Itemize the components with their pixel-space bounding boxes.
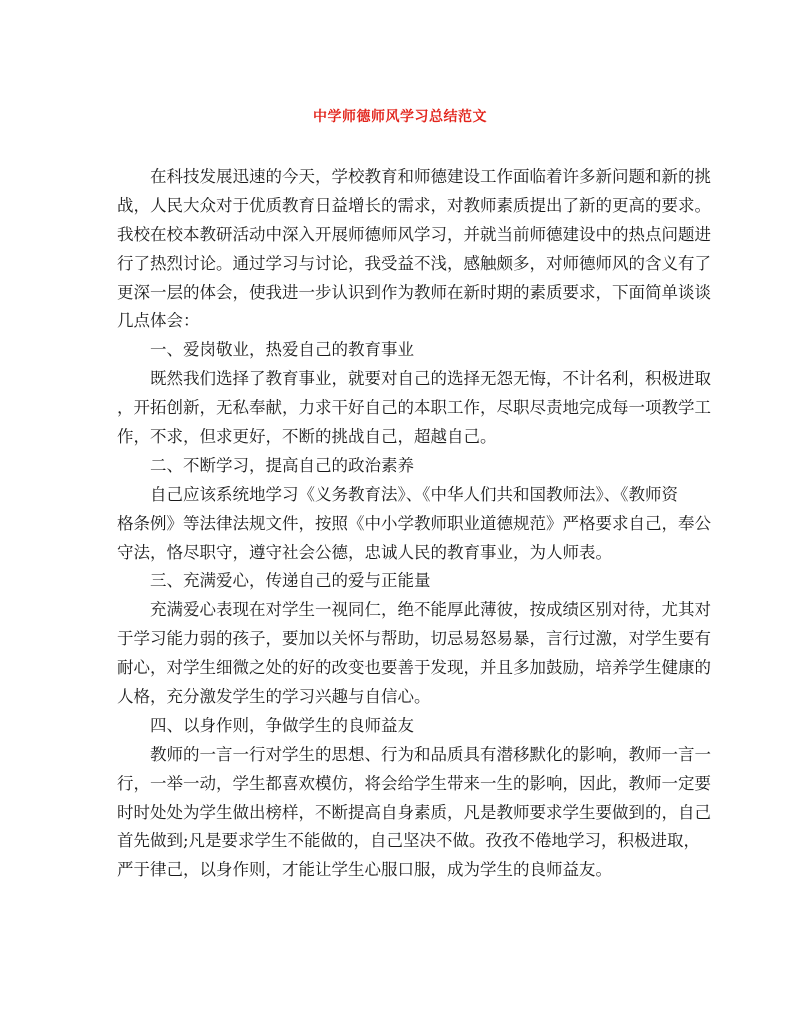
paragraph-line: 时时处处为学生做出榜样，不断提高自身素质，凡是教师要求学生要做到的，自己 bbox=[117, 802, 711, 822]
paragraph-line: 于学习能力弱的孩子，要加以关怀与帮助，切忌易怒易暴，言行过激，对学生要有 bbox=[117, 629, 711, 649]
paragraph-line: 严于律己，以身作则，才能让学生心服口服，成为学生的良师益友。 bbox=[117, 860, 612, 880]
section-heading: 三、充满爱心，传递自己的爱与正能量 bbox=[150, 571, 431, 591]
paragraph-line: 作，不求，但求更好，不断的挑战自己，超越自己。 bbox=[117, 427, 497, 447]
paragraph-line: 我校在校本教研活动中深入开展师德师风学习，并就当前师德建设中的热点问题进 bbox=[117, 224, 711, 244]
paragraph-line: 首先做到;凡是要求学生不能做的，自己坚决不做。孜孜不倦地学习，积极进取， bbox=[117, 831, 701, 851]
paragraph-line: 人格，充分激发学生的学习兴趣与自信心。 bbox=[117, 687, 431, 707]
paragraph-line: ，开拓创新，无私奉献，力求干好自己的本职工作，尽职尽责地完成每一项教学工 bbox=[117, 398, 711, 418]
paragraph-line: 在科技发展迅速的今天，学校教育和师德建设工作面临着许多新问题和新的挑 bbox=[150, 167, 711, 186]
section-heading: 一、爱岗敬业，热爱自己的教育事业 bbox=[150, 340, 414, 360]
document-title: 中学师德师风学习总结范文 bbox=[313, 109, 487, 125]
paragraph-line: 守法，恪尽职守，遵守社会公德，忠诚人民的教育事业，为人师表。 bbox=[117, 542, 612, 562]
paragraph-line: 更深一层的体会，使我进一步认识到作为教师在新时期的素质要求，下面简单谈谈 bbox=[117, 282, 711, 302]
section-heading: 二、不断学习，提高自己的政治素养 bbox=[150, 455, 414, 475]
paragraph-line: 行，一举一动，学生都喜欢模仿，将会给学生带来一生的影响，因此，教师一定要 bbox=[117, 773, 711, 793]
paragraph-line: 战，人民大众对于优质教育日益增长的需求，对教师素质提出了新的更高的要求。 bbox=[117, 195, 711, 215]
paragraph-line: 行了热烈讨论。通过学习与讨论，我受益不浅，感触颇多，对师德师风的含义有了 bbox=[117, 253, 711, 273]
paragraph-line: 格条例》等法律法规文件，按照《中小学教师职业道德规范》严格要求自己，奉公 bbox=[117, 513, 711, 533]
paragraph-line: 几点体会： bbox=[117, 311, 200, 331]
section-heading: 四、以身作则，争做学生的良师益友 bbox=[150, 715, 414, 735]
paragraph-line: 教师的一言一行对学生的思想、行为和品质具有潜移默化的影响，教师一言一 bbox=[150, 744, 711, 764]
paragraph-line: 充满爱心表现在对学生一视同仁，绝不能厚此薄彼，按成绩区别对待，尤其对 bbox=[150, 600, 711, 620]
paragraph-line: 既然我们选择了教育事业，就要对自己的选择无怨无悔，不计名利，积极进取 bbox=[150, 369, 711, 389]
paragraph-line: 耐心，对学生细微之处的好的改变也要善于发现，并且多加鼓励，培养学生健康的 bbox=[117, 658, 711, 678]
document-body bbox=[117, 163, 711, 885]
paragraph-line: 自己应该系统地学习《义务教育法》、《中华人们共和国教师法》、《教师资 bbox=[150, 484, 678, 504]
